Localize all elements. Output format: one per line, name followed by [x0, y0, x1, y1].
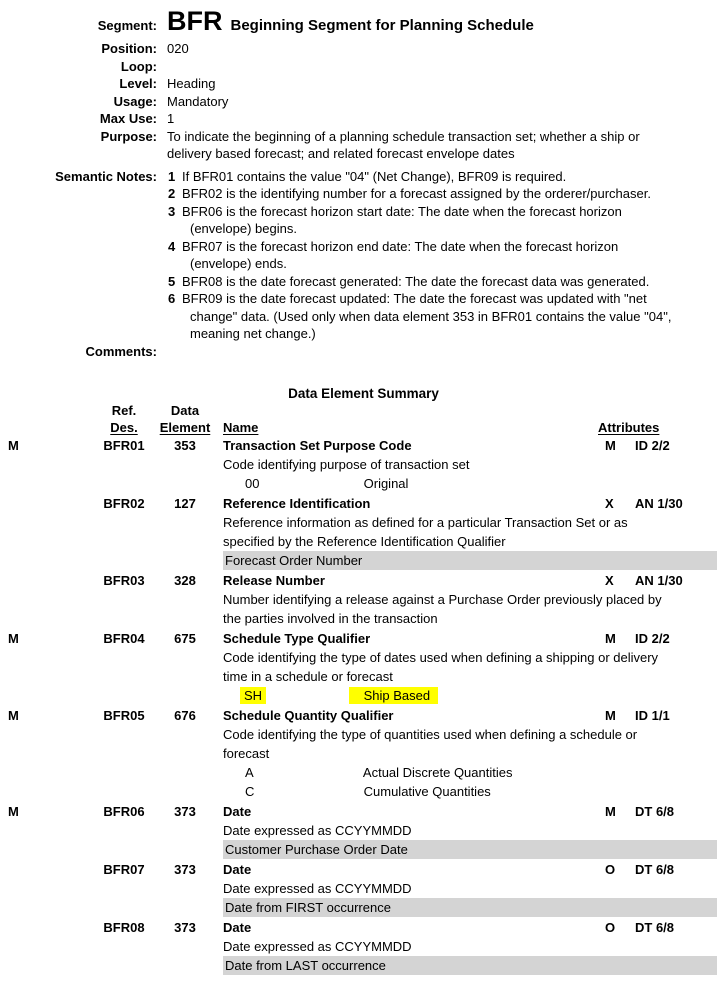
element-description: forecast: [223, 746, 270, 761]
mandatory-flag: [0, 918, 93, 937]
requirement-code: X: [605, 496, 614, 511]
summary-header-row-2: [0, 419, 727, 436]
loop-value: [157, 58, 167, 76]
ref-designator: BFR05: [103, 708, 145, 723]
requirement-code: X: [605, 573, 614, 588]
note-line: (envelope) begins.: [190, 221, 297, 236]
level-label: Level:: [119, 76, 157, 91]
code-value: C: [245, 784, 255, 799]
note-number: 4: [168, 238, 176, 254]
ref-header-top: Ref.: [111, 403, 137, 418]
note-line: BFR07 is the forecast horizon end date: The date when the forecast horizon: [182, 238, 619, 254]
element-number: 373: [174, 920, 196, 935]
comments-row: [0, 343, 727, 361]
note-number: 5: [168, 273, 176, 289]
mandatory-flag: [0, 494, 93, 513]
element-description: Number identifying a release against a Purchase Order previously placed by: [223, 592, 662, 607]
element-number: 373: [174, 862, 196, 877]
purpose-label: Purpose:: [100, 128, 157, 144]
element-name: Transaction Set Purpose Code: [223, 438, 412, 453]
requirement-code: O: [605, 862, 616, 877]
code-value: A: [245, 765, 254, 780]
loop-label: Loop:: [120, 58, 157, 74]
semantic-notes-label: Semantic Notes:: [55, 168, 157, 184]
type-length: AN 1/30: [635, 573, 683, 588]
maxuse-row: [0, 110, 727, 128]
element-description: the parties involved in the transaction: [223, 611, 438, 626]
code-value-row: [245, 763, 727, 782]
semantic-note: [168, 203, 671, 238]
type-length: ID 2/2: [635, 438, 670, 453]
element-number: 373: [174, 804, 196, 819]
ref-designator: BFR02: [103, 496, 145, 511]
element-description: Date expressed as CCYYMMDD: [223, 939, 412, 954]
note-line: If BFR01 contains the value "04" (Net Change), BFR09 is required.: [182, 168, 567, 184]
requirement-code: M: [605, 631, 616, 646]
element-description: specified by the Reference Identification Qualifier: [223, 534, 506, 549]
requirement-code: O: [605, 920, 616, 935]
level-value: Heading: [167, 76, 216, 91]
element-description: Code identifying the type of dates used when defining a shipping or delivery: [223, 650, 659, 665]
note-line: change" data. (Used only when data element 353 in BFR01 contains the value "04",: [190, 308, 672, 324]
type-length: ID 2/2: [635, 631, 670, 646]
element-description: time in a schedule or forecast: [223, 669, 393, 684]
attributes: [605, 436, 670, 455]
element-row-bfr06: [0, 802, 727, 859]
element-name: Release Number: [223, 573, 325, 588]
mandatory-flag: M: [8, 804, 19, 819]
element-number: 328: [174, 573, 196, 588]
attributes: [605, 629, 670, 648]
note-line: BFR02 is the identifying number for a forecast assigned by the orderer/purchaser.: [182, 186, 651, 201]
code-value-row-highlighted: [245, 686, 727, 705]
implementation-note: Date from FIRST occurrence: [223, 898, 717, 917]
highlighted-code-description: Ship Based: [349, 687, 439, 704]
element-number: 675: [174, 631, 196, 646]
usage-row: [0, 93, 727, 111]
ref-designator: BFR08: [103, 920, 145, 935]
name-header: Name: [223, 420, 259, 435]
element-number: 127: [174, 496, 196, 511]
segment-code: BFR: [167, 6, 223, 36]
note-line: meaning net change.): [190, 326, 316, 341]
mandatory-flag: [0, 571, 93, 590]
summary-header-row-1: [0, 402, 727, 419]
element-description: Reference information as defined for a particular Transaction Set or as: [223, 515, 628, 530]
type-length: AN 1/30: [635, 496, 683, 511]
element-name: Date: [223, 862, 252, 877]
element-header-bottom: Element: [159, 420, 211, 435]
element-header-top: Data: [170, 403, 200, 418]
element-row-bfr07: [0, 860, 727, 917]
ref-designator: BFR07: [103, 862, 145, 877]
element-description: Code identifying purpose of transaction set: [223, 457, 470, 472]
semantic-notes-list: [157, 168, 671, 343]
attributes: [605, 571, 683, 590]
code-description: Actual Discrete Quantities: [362, 765, 513, 780]
type-length: DT 6/8: [635, 920, 675, 935]
attributes: [605, 860, 674, 879]
type-length: ID 1/1: [635, 708, 670, 723]
position-row: [0, 40, 727, 58]
ref-designator: BFR06: [103, 804, 145, 819]
element-row-bfr03: [0, 571, 727, 628]
note-line: BFR08 is the date forecast generated: The date the forecast data was generated.: [182, 273, 650, 289]
purpose-row: [0, 128, 727, 163]
ref-designator: BFR01: [103, 438, 145, 453]
purpose-line: delivery based forecast; and related forecast envelope dates: [167, 146, 515, 161]
semantic-notes-row: [0, 168, 727, 343]
element-name: Date: [223, 804, 252, 819]
element-row-bfr02: [0, 494, 727, 570]
usage-value: Mandatory: [167, 93, 229, 109]
note-number: 1: [168, 168, 176, 184]
summary-title: Data Element Summary: [288, 386, 439, 401]
element-name: Reference Identification: [223, 496, 371, 511]
loop-row: [0, 58, 727, 76]
element-description: Date expressed as CCYYMMDD: [223, 881, 412, 896]
ref-designator: BFR03: [103, 573, 145, 588]
element-description: Date expressed as CCYYMMDD: [223, 823, 412, 838]
usage-label: Usage:: [113, 93, 157, 109]
element-number: 676: [174, 708, 196, 723]
element-name: Date: [223, 920, 252, 935]
comments-value: [157, 343, 167, 361]
mandatory-flag: M: [8, 708, 19, 723]
code-value: 00: [245, 476, 260, 491]
purpose-text: [157, 128, 640, 163]
element-row-bfr04: [0, 629, 727, 705]
semantic-note: [168, 238, 671, 273]
requirement-code: M: [605, 804, 616, 819]
element-name: Schedule Quantity Qualifier: [223, 708, 394, 723]
note-number: 6: [168, 291, 176, 306]
semantic-note: [168, 290, 671, 343]
highlighted-code-value: SH: [240, 687, 266, 704]
code-description: Original: [363, 476, 409, 491]
semantic-note: [168, 273, 671, 291]
segment-header: [0, 0, 727, 360]
note-line: BFR09 is the date forecast updated: The date the forecast was updated with "net: [182, 291, 647, 306]
element-row-bfr05: [0, 706, 727, 801]
semantic-note: [168, 185, 671, 203]
type-length: DT 6/8: [635, 862, 675, 877]
data-element-summary: [0, 385, 727, 975]
semantic-note: [168, 168, 671, 186]
segment-label: Segment:: [97, 18, 157, 33]
maxuse-value: 1: [167, 111, 175, 126]
requirement-code: M: [605, 438, 616, 453]
position-value: 020: [167, 41, 189, 56]
attributes: [605, 706, 670, 725]
element-description: Code identifying the type of quantities used when defining a schedule or: [223, 727, 638, 742]
ref-designator: BFR04: [103, 631, 145, 646]
element-number: 353: [174, 438, 196, 453]
maxuse-label: Max Use:: [99, 111, 157, 126]
segment-title: Beginning Segment for Planning Schedule: [230, 17, 534, 34]
ref-header-bottom: Des.: [110, 420, 138, 435]
mandatory-flag: M: [8, 631, 19, 646]
mandatory-flag: M: [8, 438, 19, 453]
implementation-note: Date from LAST occurrence: [223, 956, 717, 975]
note-line: BFR06 is the forecast horizon start date: The date when the forecast horizon: [182, 203, 622, 219]
implementation-note: Customer Purchase Order Date: [223, 840, 717, 859]
segment-row: [0, 6, 727, 40]
element-row-bfr08: [0, 918, 727, 975]
attributes: [605, 918, 674, 937]
note-line: (envelope) ends.: [190, 256, 287, 271]
implementation-note: Forecast Order Number: [223, 551, 717, 570]
comments-label: Comments:: [85, 343, 157, 359]
type-length: DT 6/8: [635, 804, 675, 819]
level-row: [0, 75, 727, 93]
code-value-row: [245, 474, 727, 493]
code-description: Cumulative Quantities: [363, 784, 491, 799]
element-name: Schedule Type Qualifier: [223, 631, 371, 646]
element-row-bfr01: [0, 436, 727, 493]
attributes: [605, 494, 683, 513]
code-value-row: [245, 782, 727, 801]
purpose-line: To indicate the beginning of a planning schedule transaction set; whether a ship or: [167, 128, 640, 144]
attributes-header: Attributes: [598, 420, 660, 435]
requirement-code: M: [605, 708, 616, 723]
note-number: 3: [168, 203, 176, 219]
mandatory-flag: [0, 860, 93, 879]
attributes: [605, 802, 674, 821]
position-label: Position:: [101, 41, 157, 56]
note-number: 2: [168, 186, 176, 201]
